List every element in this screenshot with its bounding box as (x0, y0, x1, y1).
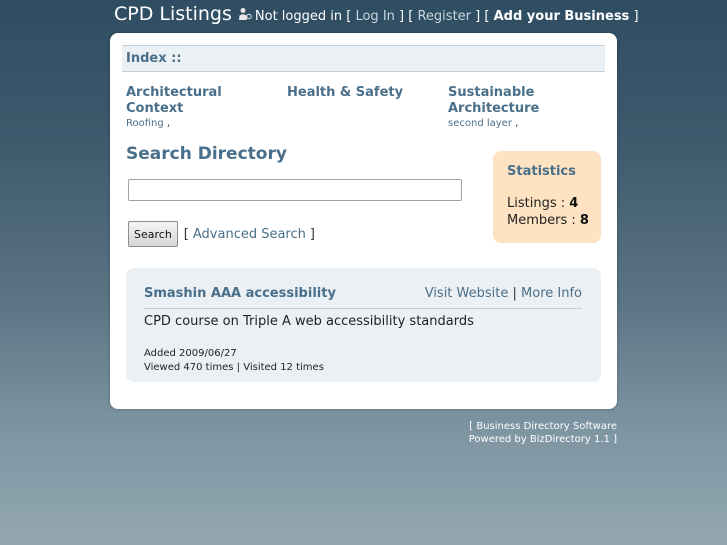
statistics-box (493, 151, 601, 243)
listing-card (126, 268, 601, 382)
advanced-search-link[interactable]: Advanced Search (192, 226, 306, 242)
main-panel (110, 33, 617, 409)
subcategory-link-roofing[interactable]: Roofing (126, 118, 164, 129)
category-link-architectural-context[interactable]: Architectural Context (126, 85, 222, 116)
bracket-close: ] (475, 9, 481, 24)
listing-actions (425, 286, 582, 301)
listing-description: CPD course on Triple A web accessibility standards (144, 314, 474, 329)
index-label: Index :: (126, 51, 182, 66)
login-link[interactable]: Log In (355, 9, 395, 24)
site-title: CPD Listings (114, 3, 232, 25)
members-label: Members : (507, 213, 576, 228)
listings-count: 4 (569, 196, 579, 211)
bracket-close: ] (633, 9, 639, 24)
members-stat (507, 213, 589, 228)
bracket-open: [ (183, 226, 189, 242)
listing-title-link[interactable]: Smashin AAA accessibility (144, 286, 336, 301)
subcategory-link-second-layer[interactable]: second layer (448, 118, 512, 129)
category-item (287, 85, 437, 101)
category-link-sustainable-architecture[interactable]: Sustainable Architecture (448, 85, 540, 116)
user-icon (238, 6, 252, 20)
search-button[interactable]: Search (128, 221, 178, 247)
bracket-close: ] (309, 226, 315, 242)
add-business-link[interactable]: Add your Business (493, 9, 630, 24)
bracket-open: [ (408, 9, 414, 24)
search-controls (128, 221, 315, 247)
category-list (126, 85, 606, 135)
search-input[interactable] (128, 179, 462, 201)
register-link[interactable]: Register (417, 9, 472, 24)
listing-view-stats: Viewed 470 times | Visited 12 times (144, 362, 324, 373)
search-heading: Search Directory (126, 144, 287, 164)
more-info-link[interactable]: More Info (521, 286, 582, 301)
login-status-text: Not logged in (254, 9, 343, 24)
footer-powered-by-link[interactable]: Powered by BizDirectory 1.1 ] (468, 434, 617, 445)
listing-meta (144, 347, 324, 375)
subcategory-list: Roofing , (126, 118, 171, 129)
listing-actions-separator: | (512, 286, 517, 301)
category-item (126, 85, 276, 131)
listing-header (144, 286, 582, 309)
site-header (114, 3, 639, 29)
category-link-health-safety[interactable]: Health & Safety (287, 85, 404, 100)
statistics-title: Statistics (507, 164, 576, 179)
footer-software-link[interactable]: [ Business Directory Software (469, 421, 617, 432)
bracket-open: [ (484, 9, 490, 24)
listing-added-date: Added 2009/06/27 (144, 348, 237, 359)
members-count: 8 (579, 213, 589, 228)
listings-label: Listings : (507, 196, 566, 211)
bracket-open: [ (346, 9, 352, 24)
listings-stat (507, 196, 578, 211)
bracket-close: ] (399, 9, 405, 24)
subcategory-list: second layer , (448, 118, 519, 129)
index-bar (122, 45, 605, 72)
site-footer (469, 420, 617, 446)
visit-website-link[interactable]: Visit Website (424, 286, 509, 301)
category-item (448, 85, 598, 131)
